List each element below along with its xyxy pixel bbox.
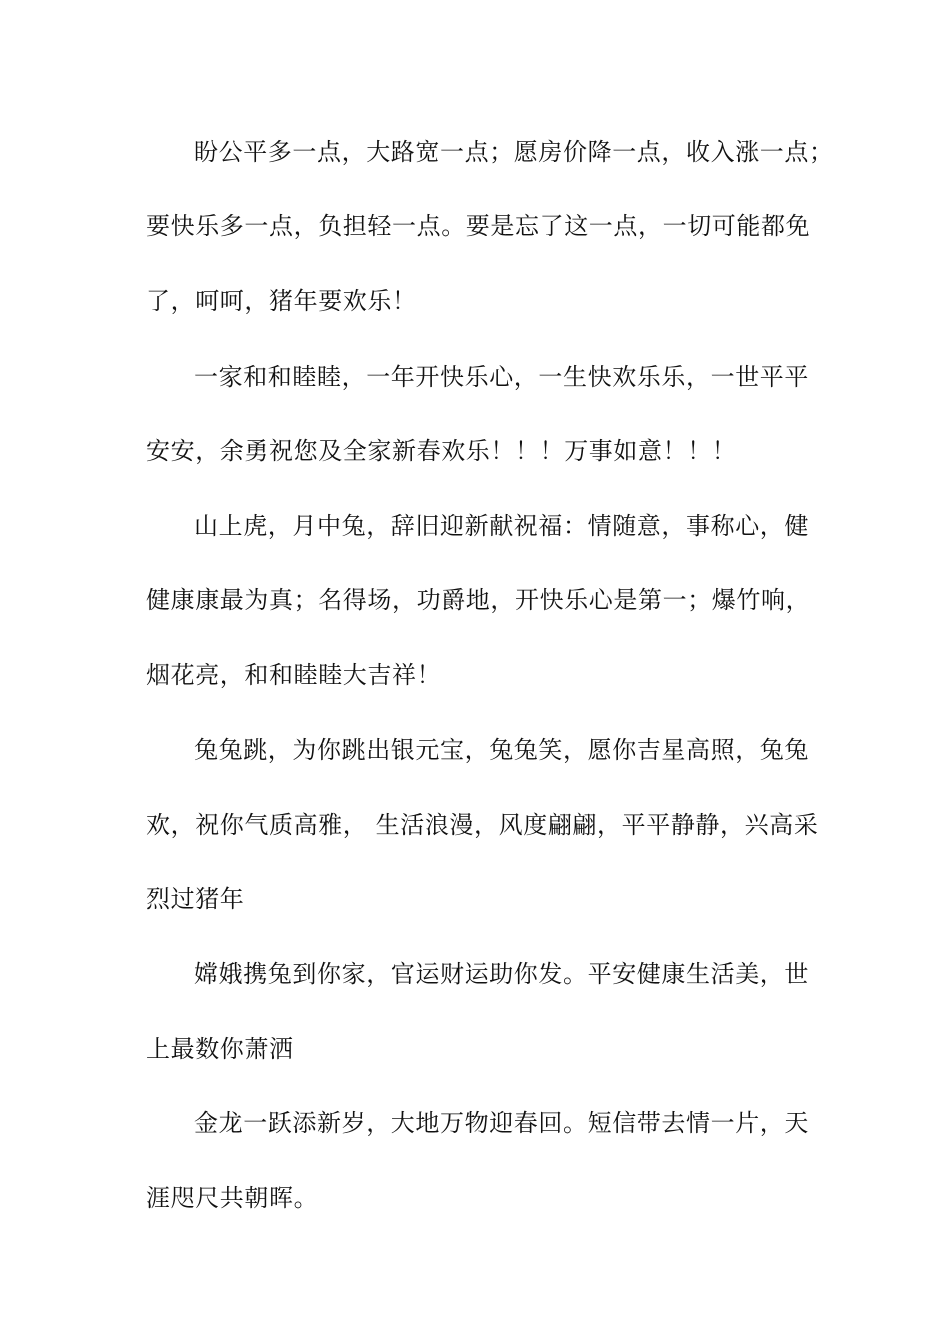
- paragraph-3-line-2: 健康康最为真；名得场，功爵地，开快乐心是第一；爆竹响，: [146, 586, 811, 614]
- paragraph-5-line-2: 上最数你萧洒: [146, 1035, 294, 1063]
- paragraph-5-line-1: 嫦娥携兔到你家，官运财运助你发。平安健康生活美，世: [194, 960, 809, 988]
- paragraph-4-line-3: 烈过猪年: [146, 885, 245, 913]
- paragraph-4-line-2: 欢，祝你气质高雅， 生活浪漫，风度翩翩，平平静静，兴高采: [146, 811, 819, 839]
- paragraph-6-line-2: 涯咫尺共朝晖。: [146, 1184, 319, 1212]
- paragraph-1-line-1: 盼公平多一点，大路宽一点；愿房价降一点，收入涨一点；: [194, 138, 834, 166]
- paragraph-6-line-1: 金龙一跃添新岁，大地万物迎春回。短信带去情一片，天: [194, 1109, 809, 1137]
- paragraph-2-line-1: 一家和和睦睦，一年开快乐心，一生快欢乐乐，一世平平: [194, 363, 809, 391]
- paragraph-2-line-2: 安安，余勇祝您及全家新春欢乐！！！万事如意！！！: [146, 437, 737, 465]
- paragraph-1-line-3: 了，呵呵，猪年要欢乐！: [146, 287, 417, 315]
- paragraph-3-line-3: 烟花亮，和和睦睦大吉祥！: [146, 661, 442, 689]
- paragraph-4-line-1: 兔兔跳，为你跳出银元宝，兔兔笑，愿你吉星高照，兔兔: [194, 736, 809, 764]
- paragraph-1-line-2: 要快乐多一点，负担轻一点。要是忘了这一点，一切可能都免: [146, 212, 811, 240]
- paragraph-3-line-1: 山上虎，月中兔，辞旧迎新献祝福：情随意，事称心，健: [194, 512, 809, 540]
